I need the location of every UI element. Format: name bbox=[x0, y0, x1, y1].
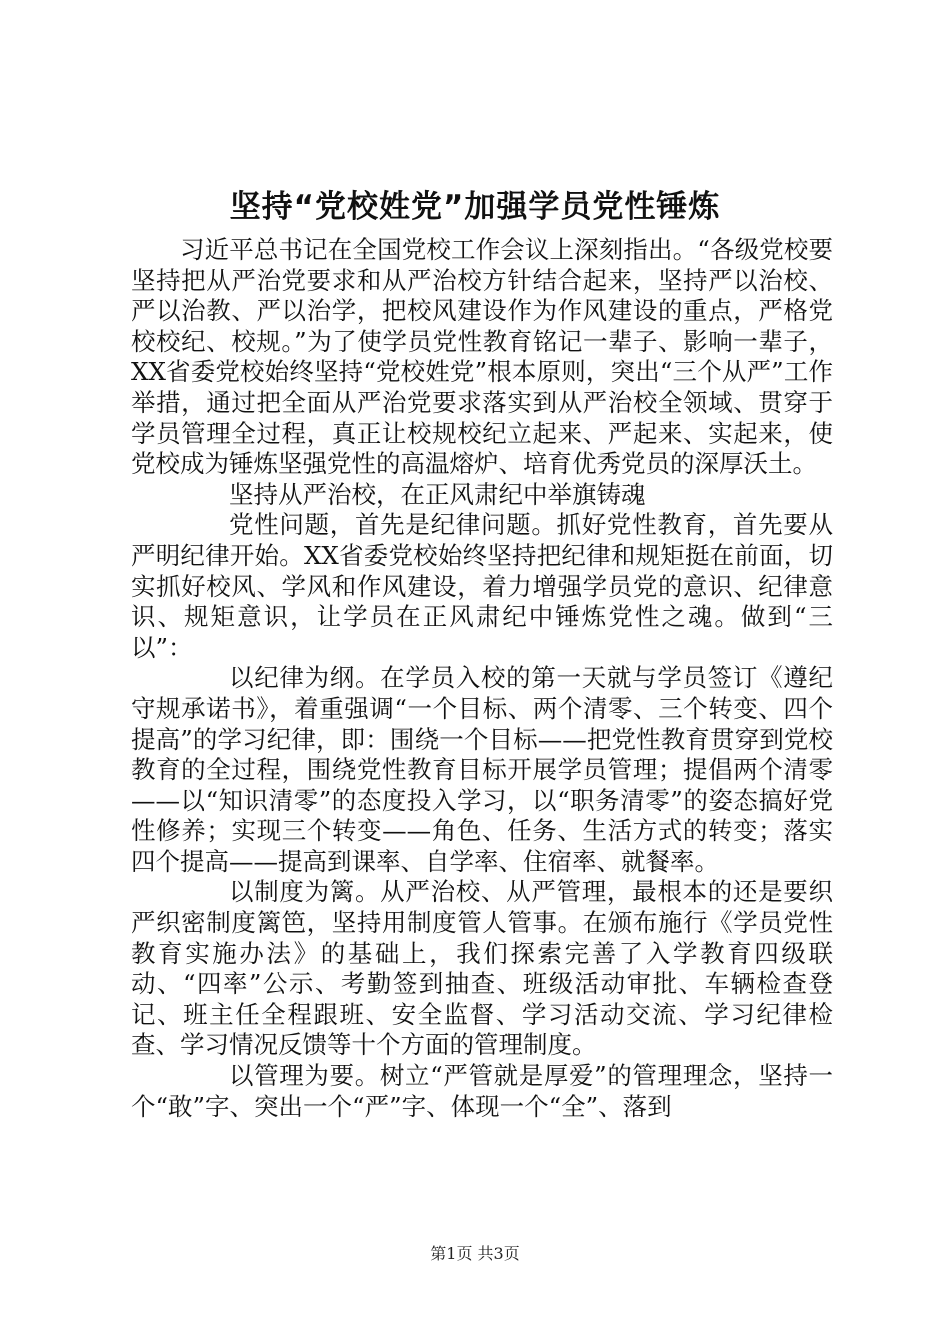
document-body bbox=[131, 235, 833, 1122]
section-heading: 坚持从严治校，在正风肃纪中举旗铸魂 bbox=[229, 479, 646, 509]
paragraph-system-as-fence: 以制度为篱。从严治校、从严管理，最根本的还是要织严织密制度篱笆，坚持用制度管人管事。在颁布施行《学员党性教育实施办法》的基础上，我们探索完善了入学教育四级联动、“四率”公示、考勤签到抽查、班级活动审批、车辆检查登记、班主任全程跟班、安全监督、学习活动交流、学习纪律检查、学习情况反馈等十个方面的管理制度。 bbox=[131, 877, 833, 1060]
paragraph-discipline: 党性问题，首先是纪律问题。抓好党性教育，首先要从严明纪律开始。XX省委党校始终坚持把纪律和规矩挺在前面，切实抓好校风、学风和作风建设，着力增强学员党的意识、纪律意识、规矩意识，让学员在正风肃纪中锤炼党性之魂。做到“三以”： bbox=[131, 510, 833, 662]
page-number-footer: 第1页 共3页 bbox=[430, 1244, 520, 1263]
paragraph-rules-as-guide: 以纪律为纲。在学员入校的第一天就与学员签订《遵纪守规承诺书》，着重强调“一个目标、两个清零、三个转变、四个提高”的学习纪律，即：围绕一个目标——把党性教育贯穿到党校教育的全过程，围绕党性教育目标开展学员管理；提倡两个清零——以“知识清零”的态度投入学习，以“职务清零”的姿态搞好党性修养；实现三个转变——角色、任务、生活方式的转变；落实四个提高——提高到课率、自学率、住宿率、就餐率。 bbox=[131, 663, 833, 876]
paragraph-intro: 习近平总书记在全国党校工作会议上深刻指出。“各级党校要坚持把从严治党要求和从严治校方针结合起来，坚持严以治校、严以治教、严以治学，把校风建设作为作风建设的重点，严格党校校纪、校规。”为了使学员党性教育铭记一辈子、影响一辈子，XX省委党校始终坚持“党校姓党”根本原则，突出“三个从严”工作举措，通过把全面从严治党要求落实到从严治校全领域、贯穿于学员管理全过程，真正让校规校纪立起来、严起来、实起来，使党校成为锤炼坚强党性的高温熔炉、培育优秀党员的深厚沃土。 bbox=[131, 235, 833, 479]
paragraph-management: 以管理为要。树立“严管就是厚爱”的管理理念，坚持一个“敢”字、突出一个“严”字、体现一个“全”、落到 bbox=[131, 1061, 833, 1121]
document-title: 坚持“党校姓党”加强学员党性锤炼 bbox=[229, 189, 721, 225]
